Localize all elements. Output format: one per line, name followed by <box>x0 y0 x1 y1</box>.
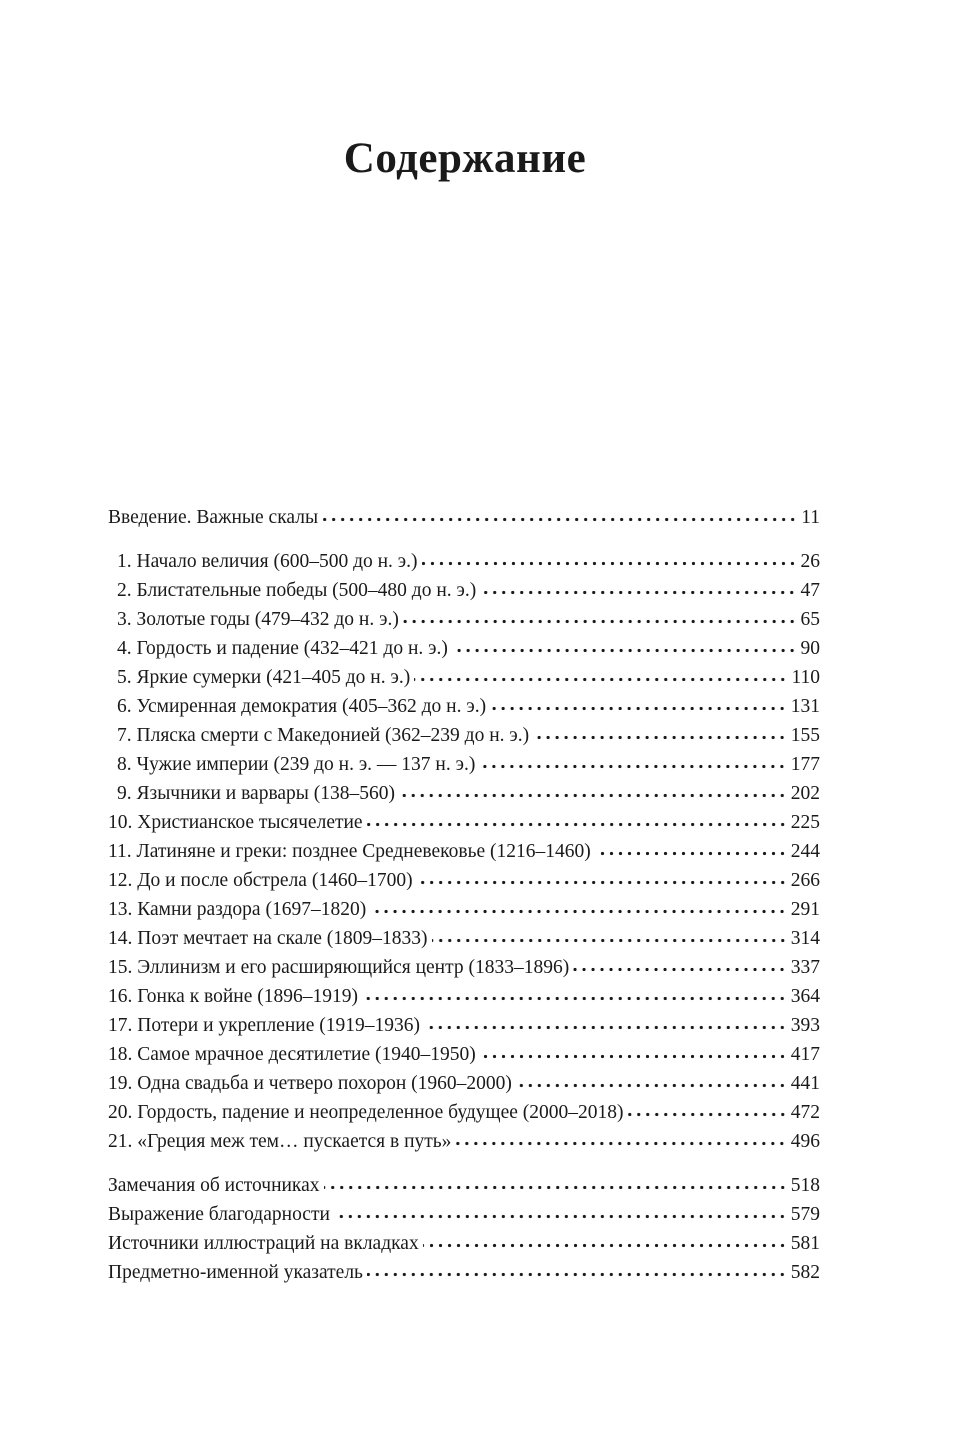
toc-entry-label: Замечания об источниках <box>108 1175 320 1196</box>
toc-entry <box>108 750 820 779</box>
toc-entry-label: 2. Блистательные победы (500–480 до н. э.) <box>117 580 477 601</box>
dot-leader <box>414 677 787 682</box>
dot-leader <box>479 764 786 769</box>
toc-entry <box>108 1040 820 1069</box>
toc-entry <box>108 953 820 982</box>
toc-entry-label: Предметно-именной указатель <box>108 1262 363 1283</box>
toc-entry-page-number: 110 <box>791 667 820 688</box>
dot-leader <box>423 1243 787 1248</box>
toc-front-matter <box>108 503 820 532</box>
toc-entry-label: 12. До и после обстрела (1460–1700) <box>108 870 413 891</box>
toc-entry <box>108 503 820 532</box>
dot-leader <box>324 1185 787 1190</box>
toc-entry-page-number: 581 <box>790 1233 820 1254</box>
toc-entry-page-number: 417 <box>790 1044 820 1065</box>
toc-entry-page-number: 65 <box>800 609 820 630</box>
toc-entry-label: 5. Яркие сумерки (421–405 до н. э.) <box>117 667 411 688</box>
toc-entry-page-number: 337 <box>790 957 820 978</box>
toc-entry-label: 15. Эллинизм и его расширяющийся центр (1833–1896) <box>108 957 570 978</box>
toc-entry <box>108 1258 820 1287</box>
toc-entry-label: Выражение благодарности <box>108 1204 330 1225</box>
toc-entry-label: 1. Начало величия (600–500 до н. э.) <box>117 551 418 572</box>
toc-entry-label: 13. Камни раздора (1697–1820) <box>108 899 367 920</box>
toc-entry <box>108 895 820 924</box>
dot-leader <box>490 706 787 711</box>
toc-entry-page-number: 26 <box>800 551 820 572</box>
toc-entry <box>108 924 820 953</box>
toc-entry <box>108 779 820 808</box>
dot-leader <box>480 1054 787 1059</box>
dot-leader <box>573 967 787 972</box>
dot-leader <box>452 648 797 653</box>
toc-entry-label: 4. Гордость и падение (432–421 до н. э.) <box>117 638 448 659</box>
toc-entry <box>108 692 820 721</box>
toc-entry-page-number: 225 <box>790 812 820 833</box>
dot-leader <box>334 1214 787 1219</box>
dot-leader <box>432 938 787 943</box>
toc-entry-page-number: 244 <box>790 841 820 862</box>
toc-entry-page-number: 472 <box>790 1102 820 1123</box>
toc-entry <box>108 1200 820 1229</box>
toc-entry-page-number: 579 <box>790 1204 820 1225</box>
toc-entry <box>108 1098 820 1127</box>
dot-leader <box>362 996 787 1001</box>
toc-entry-page-number: 496 <box>790 1131 820 1152</box>
toc-entry-page-number: 393 <box>790 1015 820 1036</box>
table-of-contents <box>108 503 820 1287</box>
toc-entry-label: 14. Поэт мечтает на скале (1809–1833) <box>108 928 428 949</box>
toc-entry-page-number: 177 <box>790 754 820 775</box>
toc-chapters <box>108 547 820 1156</box>
toc-entry-page-number: 202 <box>790 783 820 804</box>
toc-entry-label: 9. Язычники и варвары (138–560) <box>117 783 396 804</box>
toc-entry-page-number: 90 <box>800 638 820 659</box>
toc-entry-label: 10. Христианское тысячелетие <box>108 812 363 833</box>
toc-entry-page-number: 47 <box>800 580 820 601</box>
toc-entry-label: 11. Латиняне и греки: позднее Средневековье (1216–1460) <box>108 841 591 862</box>
dot-leader <box>403 619 797 624</box>
dot-leader <box>628 1112 787 1117</box>
toc-entry <box>108 605 820 634</box>
toc-entry <box>108 808 820 837</box>
toc-entry-label: 19. Одна свадьба и четверо похорон (1960–2000) <box>108 1073 512 1094</box>
toc-entry <box>108 547 820 576</box>
toc-entry <box>108 634 820 663</box>
toc-entry-page-number: 582 <box>790 1262 820 1283</box>
toc-entry <box>108 1171 820 1200</box>
dot-leader <box>595 851 787 856</box>
toc-entry <box>108 1127 820 1156</box>
toc-entry <box>108 721 820 750</box>
toc-entry <box>108 1011 820 1040</box>
toc-entry <box>108 576 820 605</box>
toc-entry-label: 17. Потери и укрепление (1919–1936) <box>108 1015 420 1036</box>
toc-entry <box>108 1069 820 1098</box>
toc-entry <box>108 663 820 692</box>
page-title: Содержание <box>343 135 587 182</box>
toc-entry-page-number: 441 <box>790 1073 820 1094</box>
toc-entry-page-number: 291 <box>790 899 820 920</box>
toc-entry-page-number: 266 <box>790 870 820 891</box>
dot-leader <box>422 561 797 566</box>
dot-leader <box>455 1141 786 1146</box>
toc-entry-label: 20. Гордость, падение и неопределенное будущее (2000–2018) <box>108 1102 624 1123</box>
toc-entry-label: 6. Усмиренная демократия (405–362 до н. э.) <box>117 696 487 717</box>
toc-entry-label: Введение. Важные скалы <box>108 507 319 528</box>
dot-leader <box>322 517 797 522</box>
toc-entry <box>108 866 820 895</box>
dot-leader <box>424 1025 787 1030</box>
toc-entry <box>108 837 820 866</box>
dot-leader <box>370 909 787 914</box>
dot-leader <box>399 793 787 798</box>
toc-entry-label: 3. Золотые годы (479–432 до н. э.) <box>117 609 399 630</box>
dot-leader <box>516 1083 787 1088</box>
dot-leader <box>417 880 787 885</box>
toc-entry-label: 21. «Греция меж тем… пускается в путь» <box>108 1131 452 1152</box>
toc-back-matter <box>108 1171 820 1287</box>
toc-entry-page-number: 314 <box>790 928 820 949</box>
toc-entry-label: 18. Самое мрачное десятилетие (1940–1950) <box>108 1044 476 1065</box>
toc-entry-page-number: 131 <box>790 696 820 717</box>
toc-entry-label: Источники иллюстраций на вкладках <box>108 1233 419 1254</box>
toc-entry-page-number: 11 <box>801 507 820 528</box>
dot-leader <box>367 822 787 827</box>
toc-entry-label: 7. Пляска смерти с Македонией (362–239 до н. э.) <box>117 725 530 746</box>
toc-entry <box>108 1229 820 1258</box>
dot-leader <box>480 590 796 595</box>
toc-entry <box>108 982 820 1011</box>
toc-entry-label: 16. Гонка к войне (1896–1919) <box>108 986 359 1007</box>
toc-entry-page-number: 518 <box>790 1175 820 1196</box>
toc-entry-page-number: 155 <box>790 725 820 746</box>
toc-entry-label: 8. Чужие империи (239 до н. э. — 137 н. э.) <box>117 754 476 775</box>
dot-leader <box>533 735 787 740</box>
toc-entry-page-number: 364 <box>790 986 820 1007</box>
dot-leader <box>367 1272 787 1277</box>
